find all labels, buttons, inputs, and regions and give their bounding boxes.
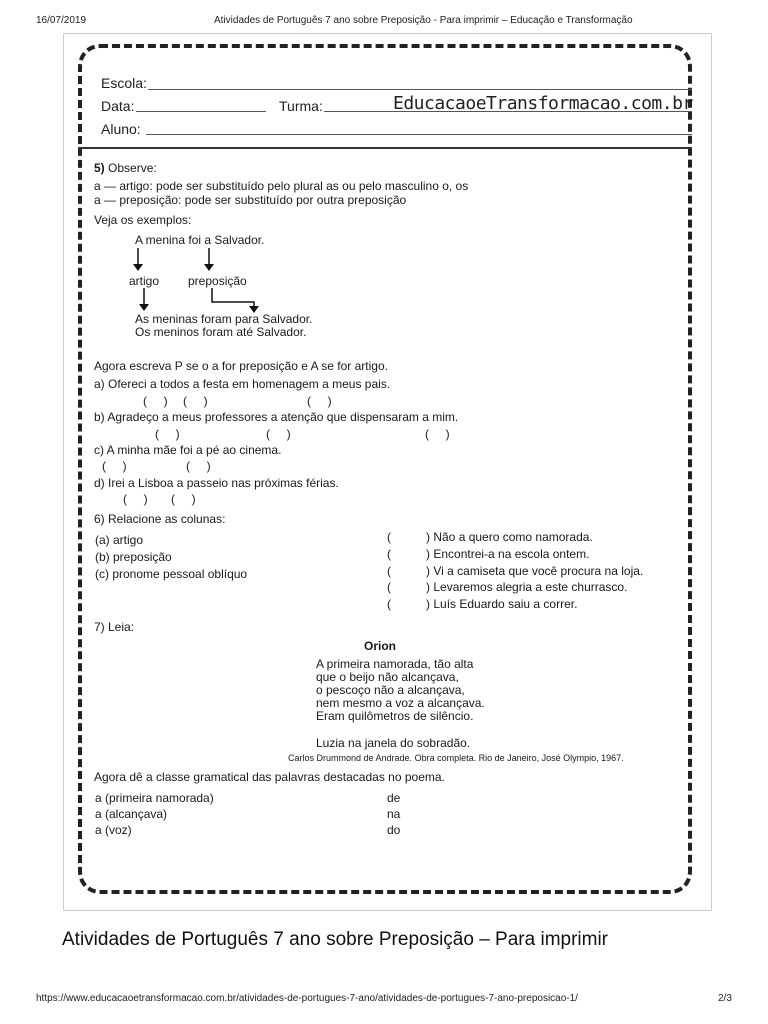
poem-source: Carlos Drummond de Andrade. Obra completa. Rio de Janeiro, José Olympio, 1967.	[288, 753, 624, 763]
answer-paren: ( )	[183, 394, 208, 408]
answer-paren: ( )	[171, 492, 196, 506]
q5b-item-b: b) Agradeço a meus professores a atenção que dispensaram a mim.	[94, 410, 459, 424]
answer-paren: ( )	[143, 394, 168, 408]
header-separator	[78, 147, 692, 149]
q5b-item-c: c) A minha mãe foi a pé ao cinema.	[94, 443, 282, 457]
data-label: Data:	[101, 98, 135, 114]
q6-right-item: ) Levaremos alegria a este churrasco.	[426, 580, 628, 594]
poem-line: A primeira namorada, tão alta	[316, 657, 474, 671]
artigo-label: artigo	[129, 274, 160, 288]
example-sentence: A menina foi a Salvador.	[135, 233, 265, 247]
answer-paren: ( )	[123, 492, 148, 506]
q6-left-item: (c) pronome pessoal oblíquo	[95, 567, 248, 581]
q7-left-item: a (voz)	[95, 823, 132, 837]
answer-paren: ( )	[266, 427, 291, 441]
escola-label: Escola:	[101, 75, 147, 91]
q6-title: 6) Relacione as colunas:	[94, 512, 226, 526]
q7-left-item: a (alcançava)	[95, 807, 168, 821]
answer-paren: ( )	[102, 459, 127, 473]
answer-paren: ( )	[186, 459, 211, 473]
poem-last-line: Luzia na janela do sobradão.	[316, 736, 471, 750]
q6-right-item: ) Vi a camiseta que você procura na loja.	[426, 564, 644, 578]
q6-paren-open: (	[387, 564, 391, 578]
plural-sentence: As meninas foram para Salvador.	[135, 312, 313, 326]
poem-title: Orion	[364, 639, 396, 653]
q6-paren-open: (	[387, 547, 391, 561]
answer-paren: ( )	[155, 427, 180, 441]
q6-paren-open: (	[387, 597, 391, 611]
q7-left-item: a (primeira namorada)	[95, 791, 214, 805]
q7-title: 7) Leia:	[94, 620, 135, 634]
q6-paren-open: (	[387, 530, 391, 544]
q5b-item-a: a) Ofereci a todos a festa em homenagem a meus pais.	[94, 377, 391, 391]
q6-right-item: ) Encontrei-a na escola ontem.	[426, 547, 590, 561]
q5-title: 5) Observe:	[94, 161, 157, 175]
escola-line	[148, 89, 692, 90]
answer-paren: ( )	[425, 427, 450, 441]
q6-left-item: (a) artigo	[95, 533, 144, 547]
q6-paren-open: (	[387, 580, 391, 594]
q6-right-item: ) Luís Eduardo saiu a correr.	[426, 597, 578, 611]
preposicao-label: preposição	[188, 274, 247, 288]
answer-paren: ( )	[307, 394, 332, 408]
q7-right-item: de	[387, 791, 401, 805]
site-watermark: EducacaoeTransformacao.com.br	[393, 93, 693, 114]
q5-examples-intro: Veja os exemplos:	[94, 213, 192, 227]
q5b-item-d: d) Irei a Lisboa a passeio nas próximas férias.	[94, 476, 339, 490]
q5b-instruction: Agora escreva P se o a for preposição e A se for artigo.	[94, 359, 388, 373]
print-title: Atividades de Português 7 ano sobre Preposição - Para imprimir – Educação e Transformação	[214, 15, 633, 26]
q7-right-item: na	[387, 807, 401, 821]
aluno-line	[146, 134, 692, 135]
q5-artigo-rule: a — artigo: pode ser substituído pelo plural as ou pelo masculino o, os	[94, 179, 469, 193]
q6-right-item: ) Não a quero como namorada.	[426, 530, 593, 544]
poem-line: nem mesmo a voz a alcançava.	[316, 696, 485, 710]
q6-left-item: (b) preposição	[95, 550, 172, 564]
q5-preposicao-rule: a — preposição: pode ser substituído por outra preposição	[94, 193, 407, 207]
print-page-number: 2/3	[718, 993, 732, 1004]
turma-label: Turma:	[279, 98, 323, 114]
print-date: 16/07/2019	[36, 15, 87, 26]
masc-sentence: Os meninos foram até Salvador.	[135, 325, 307, 339]
page-caption: Atividades de Português 7 ano sobre Preposição – Para imprimir	[62, 929, 609, 950]
data-line	[136, 111, 266, 112]
poem-line: que o beijo não alcançava,	[316, 670, 459, 684]
q7-instruction: Agora dê a classe gramatical das palavras destacadas no poema.	[94, 770, 445, 784]
q7-right-item: do	[387, 823, 401, 837]
dashed-frame	[78, 44, 692, 894]
poem-line: o pescoço não a alcançava,	[316, 683, 465, 697]
poem-line: Eram quilômetros de silêncio.	[316, 709, 474, 723]
aluno-label: Aluno:	[101, 121, 141, 137]
print-url: https://www.educacaoetransformacao.com.br/atividades-de-portugues-7-ano/atividades-de-portugues-7-ano-preposicao-1/	[36, 993, 578, 1004]
